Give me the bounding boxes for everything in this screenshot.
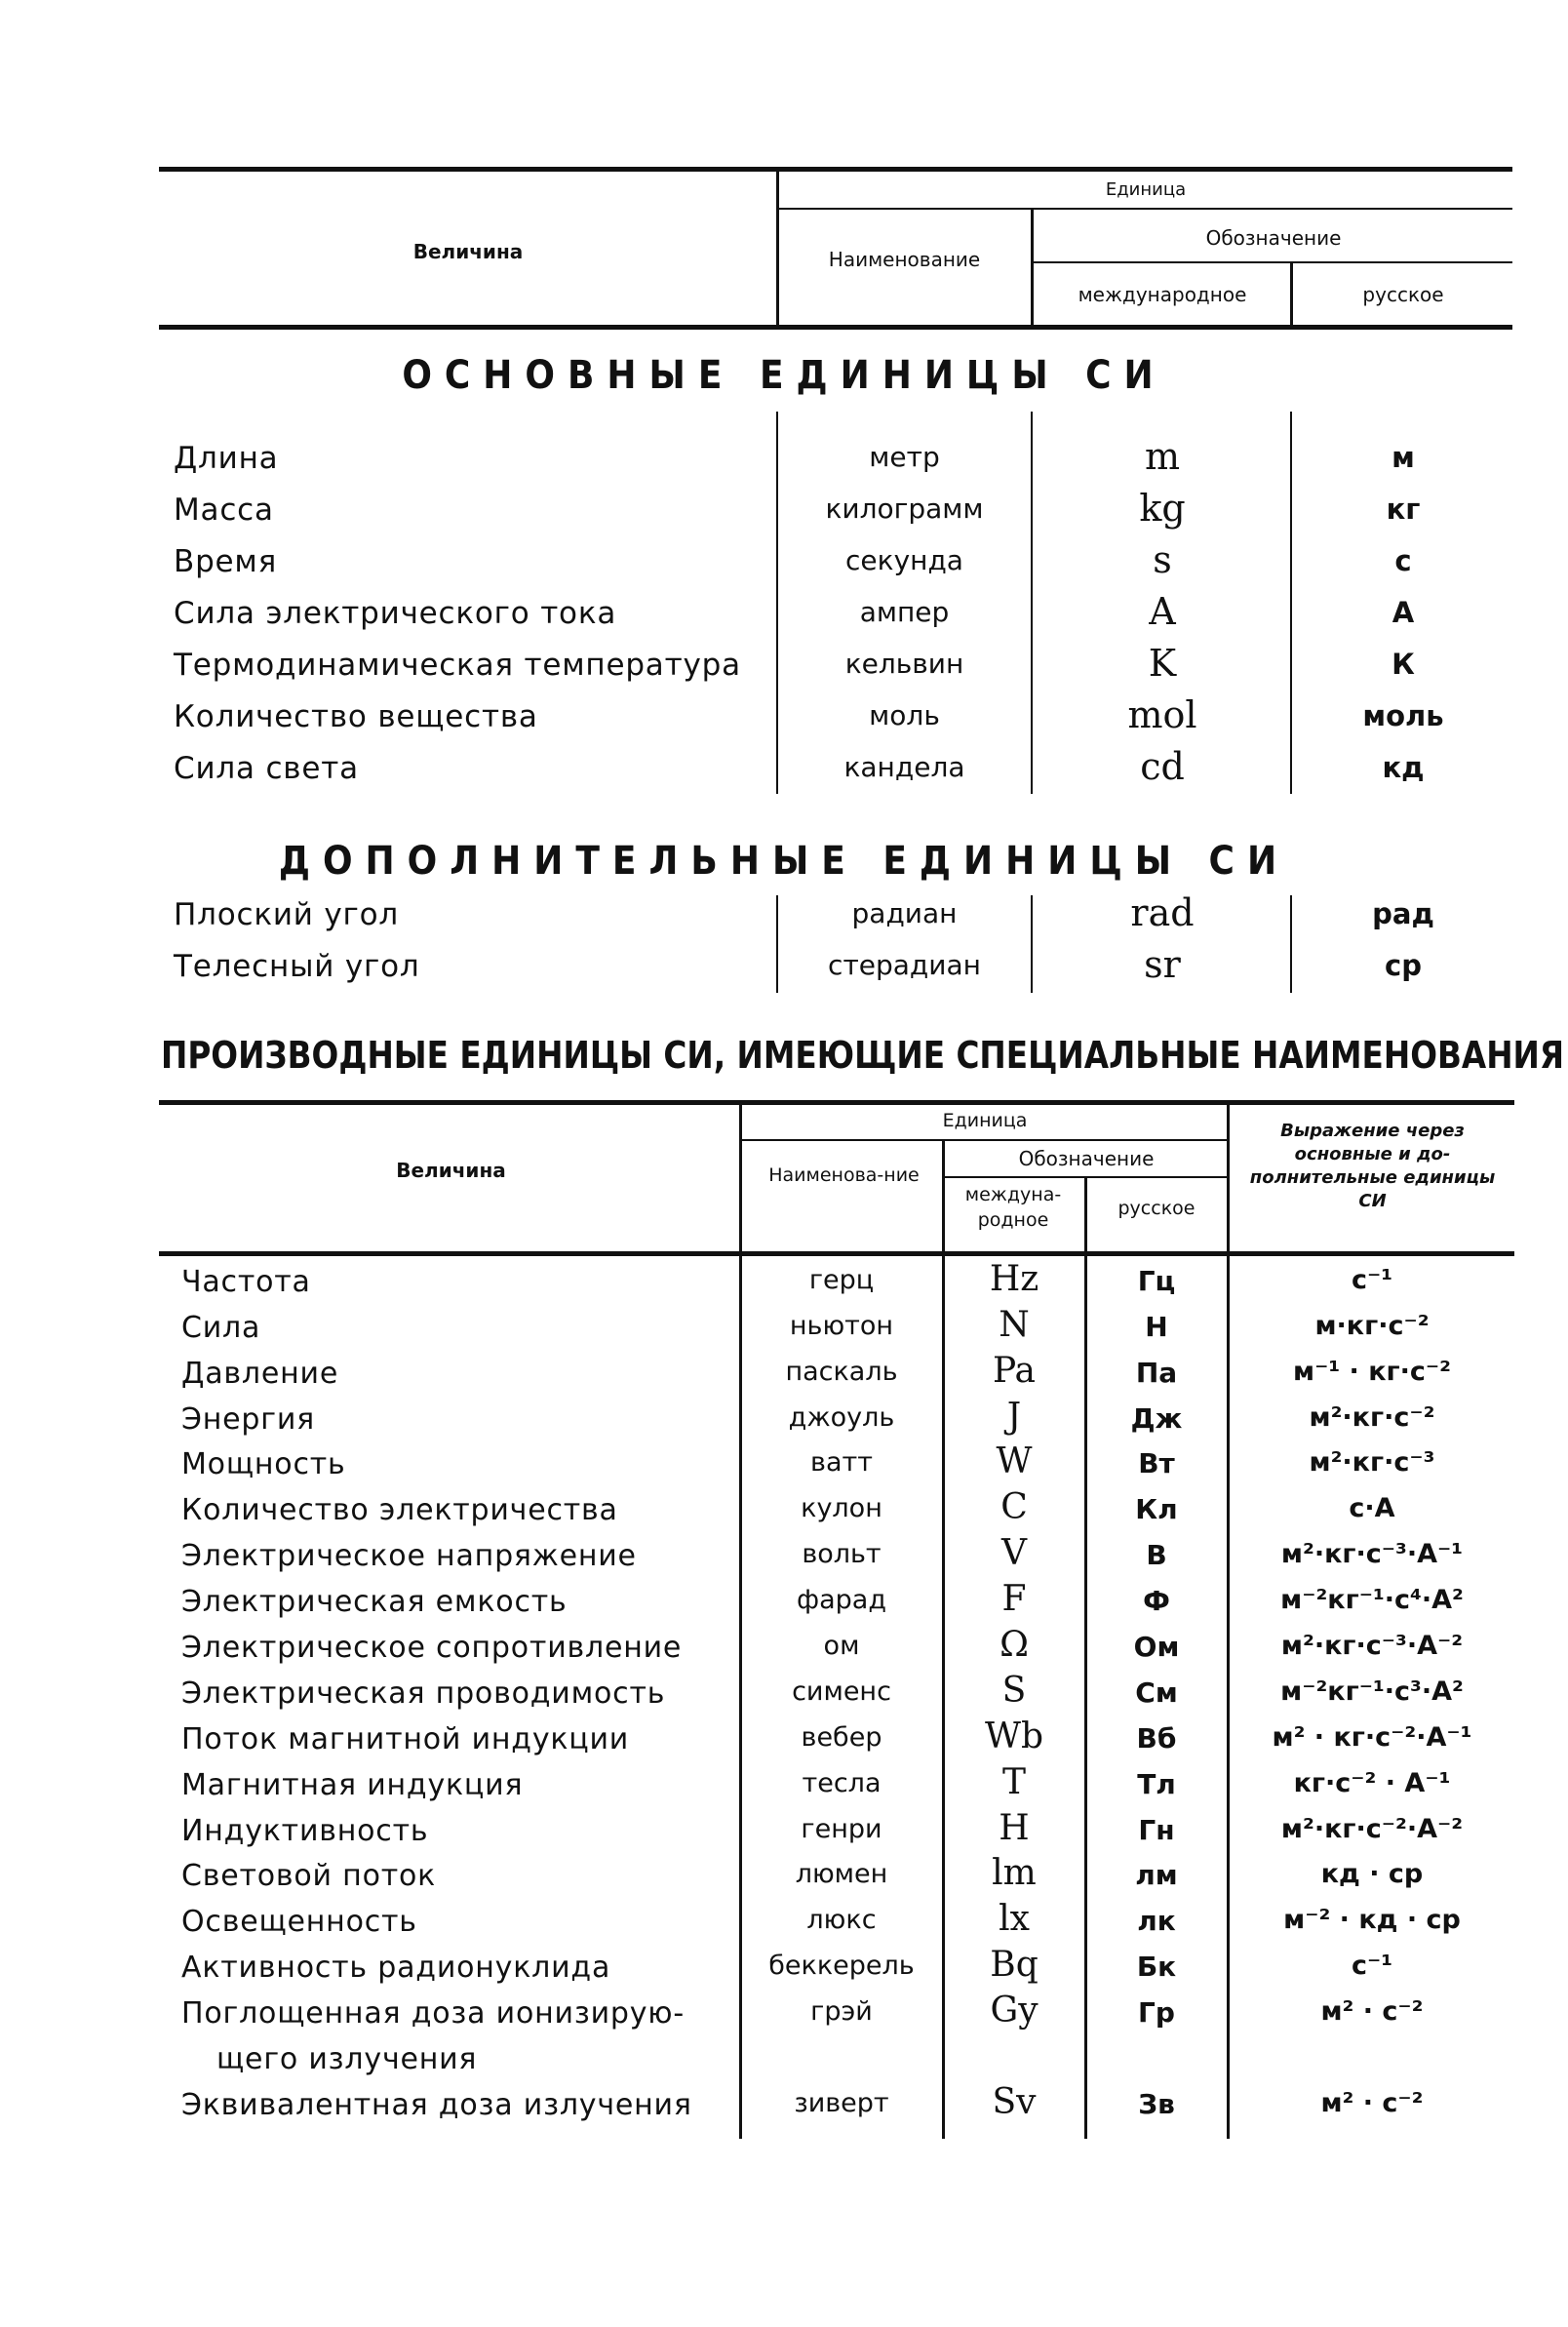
si-expression: м² · с⁻² [1320,1996,1424,2027]
russian-symbol: лм [1135,1859,1178,1891]
international-symbol: cd [1140,745,1185,788]
bottom-header-russian: русское [1117,1198,1196,1219]
russian-symbol: кг [1386,493,1421,526]
quantity-name: Электрическое сопротивление [181,1631,683,1665]
derived-units-title: ПРОИЗВОДНЫЕ ЕДИНИЦЫ СИ, ИМЕЮЩИЕ СПЕЦИАЛЬНЫЕ НАИМЕНОВАНИЯ [161,1034,1565,1077]
unit-name: джоуль [788,1402,895,1433]
international-symbol: J [1006,1397,1022,1437]
international-symbol: T [1001,1762,1026,1802]
international-symbol: A [1149,590,1176,633]
quantity-name: Количество вещества [174,699,538,734]
international-symbol: S [1001,1671,1027,1711]
derived-unit-row [0,1259,1568,1314]
si-expression: м² · с⁻² [1320,2088,1424,2118]
unit-name: секунда [845,544,963,576]
quantity-name: Магнитная индукция [181,1768,524,1802]
bottom-header-unit: Единица [942,1110,1028,1131]
russian-symbol: Па [1135,1357,1178,1389]
si-expression: с·А [1349,1493,1395,1523]
unit-name: моль [869,699,940,731]
unit-name: стерадиан [828,949,981,981]
quantity-name: Время [174,544,278,579]
international-symbol: Ω [1000,1625,1029,1665]
top-header-designation: Обозначение [1205,226,1342,250]
unit-name: кандела [843,751,965,783]
unit-name: ватт [810,1447,873,1478]
si-expression: м²·кг·с⁻²·А⁻² [1280,1814,1464,1844]
russian-symbol: м [1392,441,1415,474]
derived-unit-row [0,1351,1568,1405]
unit-row [0,693,1568,748]
unit-name: кулон [801,1493,882,1523]
top-header-international: международное [1078,283,1247,306]
quantity-name: Освещенность [181,1905,417,1939]
si-expression: м²·кг·с⁻³·А⁻² [1280,1631,1464,1661]
derived-unit-row [0,1853,1568,1908]
russian-symbol: Вт [1138,1447,1175,1479]
russian-symbol: лк [1137,1905,1176,1937]
si-expression: с⁻¹ [1351,1951,1393,1981]
quantity-name: Энергия [181,1402,315,1437]
quantity-name: Индуктивность [181,1814,429,1848]
quantity-name: Сила света [174,751,359,786]
top-header-unit: Единица [1105,179,1187,200]
quantity-name: Длина [174,441,279,476]
quantity-name: Плоский угол [174,897,400,932]
unit-name: килограмм [825,493,984,525]
derived-unit-row [0,1808,1568,1863]
derived-unit-row [0,1762,1568,1817]
bottom-table-rule-top [159,1100,1514,1105]
top-table-rule-designation [1032,261,1512,263]
derived-unit-row [0,1625,1568,1679]
russian-symbol: с [1394,544,1412,577]
derived-unit-row [0,1579,1568,1634]
unit-row [0,487,1568,541]
derived-unit-row [0,1716,1568,1771]
russian-symbol: См [1135,1676,1178,1709]
russian-symbol: Гр [1138,1996,1175,2029]
si-expression: м⁻² · кд · ср [1283,1905,1461,1935]
derived-unit-row [0,1991,1568,2076]
unit-row [0,642,1568,696]
quantity-name: Телесный угол [174,949,420,984]
russian-symbol: Вб [1136,1722,1177,1755]
international-symbol: N [999,1305,1030,1345]
quantity-name: Электрическое напряжение [181,1539,637,1573]
quantity-name: Давление [181,1357,339,1391]
quantity-name: Электрическая емкость [181,1585,568,1619]
international-symbol: Bq [990,1945,1039,1985]
base-units-title: ОСНОВНЫЕ ЕДИНИЦЫ СИ [402,353,1166,398]
unit-name: кельвин [844,648,964,680]
russian-symbol: рад [1372,897,1434,930]
si-expression: кд · ср [1320,1859,1424,1889]
unit-row [0,891,1568,946]
russian-symbol: К [1392,648,1415,681]
top-table-vline-2 [1031,210,1034,326]
quantity-name: Активность радионуклида [181,1951,611,1985]
unit-name: вебер [801,1722,882,1753]
quantity-name-continued: щего излучения [216,2042,478,2076]
international-symbol: lx [999,1899,1030,1939]
bottom-header-designation: Обозначение [1018,1147,1155,1170]
russian-symbol: Зв [1138,2088,1175,2120]
top-table-vline-1 [776,172,779,326]
si-expression: м⁻²кг⁻¹·с³·А² [1280,1676,1464,1707]
russian-symbol: Ф [1143,1585,1170,1617]
si-expression: м²·кг·с⁻³ [1309,1447,1435,1478]
bottom-table-rule-bottom [159,1251,1514,1256]
russian-symbol: Гн [1138,1814,1175,1846]
si-expression: м²·кг·с⁻² [1309,1402,1435,1433]
si-expression: кг·с⁻² · А⁻¹ [1293,1768,1451,1798]
unit-row [0,943,1568,998]
top-table-rule-top [159,167,1512,172]
russian-symbol: А [1392,596,1415,629]
supplementary-units-title: ДОПОЛНИТЕЛЬНЫЕ ЕДИНИЦЫ СИ [278,839,1290,884]
quantity-name: Количество электричества [181,1493,618,1527]
quantity-name: Термодинамическая температура [174,648,741,683]
derived-unit-row [0,2082,1568,2137]
russian-symbol: Бк [1136,1951,1177,1983]
unit-name: ампер [859,596,950,628]
international-symbol: W [996,1441,1033,1481]
international-symbol: lm [992,1853,1037,1893]
quantity-name: Электрическая проводимость [181,1676,666,1711]
russian-symbol: Ом [1133,1631,1180,1663]
top-table-rule-bottom [159,325,1512,330]
russian-symbol: Кл [1135,1493,1178,1525]
unit-name: беккерель [768,1951,915,1981]
russian-symbol: Дж [1130,1402,1183,1435]
unit-row [0,538,1568,593]
international-symbol: s [1153,538,1172,581]
international-symbol: H [999,1808,1030,1848]
derived-unit-row [0,1305,1568,1360]
unit-name: герц [808,1265,875,1295]
unit-name: фарад [797,1585,886,1615]
russian-symbol: ср [1385,949,1422,982]
international-symbol: F [1001,1579,1027,1619]
unit-name: сименс [792,1676,891,1707]
derived-unit-row [0,1397,1568,1451]
quantity-name: Мощность [181,1447,346,1481]
quantity-name: Масса [174,493,274,528]
derived-unit-row [0,1441,1568,1496]
international-symbol: mol [1127,693,1197,736]
derived-unit-row [0,1671,1568,1725]
top-table-vline-3 [1290,263,1293,326]
international-symbol: kg [1139,487,1186,530]
derived-unit-row [0,1899,1568,1953]
unit-name: люмен [795,1859,888,1889]
international-symbol: rad [1130,891,1195,934]
bottom-header-quantity: Величина [396,1159,506,1182]
quantity-name: Частота [181,1265,311,1299]
international-symbol: sr [1144,943,1181,986]
russian-symbol: Тл [1137,1768,1176,1800]
international-symbol: K [1148,642,1177,685]
bottom-header-expression: Выражение через основные и до-полнительные единицы СИ [1249,1121,1496,1211]
international-symbol: V [1001,1533,1027,1573]
russian-symbol: моль [1362,699,1444,732]
quantity-name: Световой поток [181,1859,437,1893]
top-table-rule-unit [777,208,1512,210]
si-expression: м·кг·с⁻² [1314,1311,1430,1341]
unit-name: вольт [802,1539,882,1569]
quantity-name: Эквивалентная доза излучения [181,2088,692,2122]
quantity-name: Сила электрического тока [174,596,617,631]
unit-name: генри [801,1814,882,1844]
si-expression: м² · кг·с⁻²·А⁻¹ [1272,1722,1472,1753]
unit-name: ньютон [789,1311,894,1341]
unit-name: метр [869,441,940,473]
international-symbol: Hz [989,1259,1039,1299]
top-header-name: Наименование [828,248,981,271]
russian-symbol: Гц [1137,1265,1176,1297]
unit-name: люкс [806,1905,877,1935]
quantity-name: Поглощенная доза ионизирую- [181,1996,685,2031]
international-symbol: m [1144,435,1181,478]
russian-symbol: Н [1145,1311,1168,1343]
si-expression: с⁻¹ [1351,1265,1393,1295]
international-symbol: Gy [990,1991,1039,2031]
international-symbol: Sv [992,2082,1037,2122]
quantity-name: Поток магнитной индукции [181,1722,630,1756]
si-expression: м²·кг·с⁻³·А⁻¹ [1280,1539,1464,1569]
international-symbol: Pa [992,1351,1037,1391]
unit-name: ом [823,1631,860,1661]
unit-name: паскаль [785,1357,898,1387]
derived-unit-row [0,1487,1568,1542]
bottom-table-rule-unit [741,1139,1229,1141]
top-header-russian: русское [1362,283,1444,306]
unit-name: грэй [810,1996,873,2027]
unit-row [0,590,1568,645]
unit-name: радиан [851,897,958,929]
international-symbol: C [1000,1487,1028,1527]
quantity-name: Сила [181,1311,261,1345]
unit-row [0,435,1568,490]
unit-name: зиверт [794,2088,889,2118]
si-expression: м⁻²кг⁻¹·с⁴·А² [1280,1585,1464,1615]
bottom-header-name: Наименова-ние [768,1164,920,1186]
russian-symbol: В [1146,1539,1167,1571]
top-header-quantity: Величина [412,240,524,263]
si-expression: м⁻¹ · кг·с⁻² [1293,1357,1451,1387]
derived-unit-row [0,1945,1568,1999]
bottom-header-international: междуна-родное [964,1184,1062,1231]
international-symbol: Wb [984,1716,1044,1756]
russian-symbol: кд [1382,751,1425,784]
unit-row [0,745,1568,800]
unit-name: тесла [802,1768,882,1798]
derived-unit-row [0,1533,1568,1588]
